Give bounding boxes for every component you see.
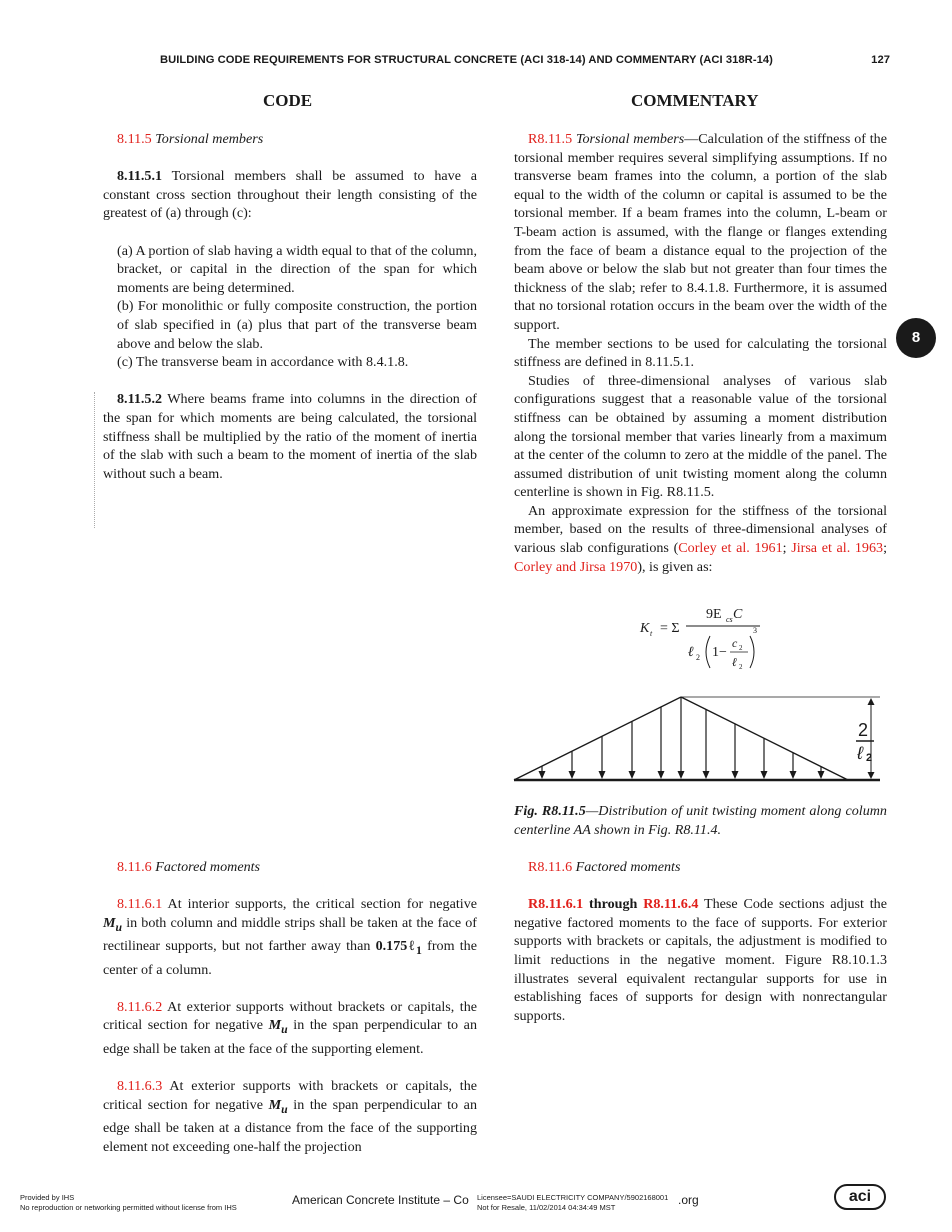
paragraph: The member sections to be used for calculating the torsional stiffness are defined in 8.11.5.1. (514, 335, 887, 371)
formula-den-l-sub: 2 (696, 653, 700, 662)
section-text: —Calculation of the stiffness of the torsional member requires several simplifying assumptions. If no transverse beam frames into the column, a portion of the slab equal to the width of the column or capital is assumed to be the torsional member. If a beam frames into the column, L-beam or T-beam action is assumed, with the flange or flanges extending from the face of beam a distance equal to the projection of the beam above or below the slab but not greater than four times the thickness of the slab; refer to 8.4.1.8. Furthermore, it is assumed that no torsional rotation occurs in the beam over the width of the support. (514, 131, 887, 333)
symbol-mu: M (268, 1017, 282, 1034)
code-heading: CODE (263, 91, 313, 110)
section-number: 8.11.6 (117, 859, 152, 875)
licensee: Licensee=SAUDI ELECTRICITY COMPANY/5902168001 (477, 1193, 669, 1202)
formula-den-l: ℓ (688, 645, 694, 660)
commentary-column-top (514, 130, 887, 576)
page-number: 127 (871, 54, 890, 66)
moment-arrow-head (629, 771, 636, 779)
figure-caption (514, 802, 887, 839)
section-number: R8.11.6.4 (643, 896, 699, 913)
footer-left (20, 1193, 237, 1213)
section-8-11-6 (103, 858, 477, 877)
margin-dots (94, 392, 96, 528)
section-number: 8.11.5.1 (117, 168, 163, 185)
paragraph-text: ), is given as: (637, 558, 713, 575)
commentary-column-bottom (514, 858, 887, 1025)
section-8-11-6-2 (103, 998, 477, 1059)
dimension-numerator: 2 (858, 720, 869, 740)
paragraph-text: An approximate expression for the stiffness of the torsional member, based on the results of three-dimensional analyses of various slab configurations ( (514, 502, 887, 557)
moment-arrow-head (818, 771, 825, 779)
commentary-r8-11-6-1 (514, 895, 887, 1025)
not-for-resale: Not for Resale, 11/02/2014 04:34:49 MST (477, 1203, 616, 1212)
moment-arrow-head (539, 771, 546, 779)
paren-left (706, 636, 710, 668)
through-word: through (589, 896, 638, 913)
section-title: Factored moments (575, 859, 681, 875)
formula-exp: 3 (753, 626, 757, 635)
section-text: in the span perpendicular to an edge shall be taken at the face of the supporting element. (103, 1017, 477, 1057)
section-number: 8.11.6.3 (117, 1077, 163, 1094)
no-reproduction: No reproduction or networking permitted without license from IHS (20, 1203, 237, 1212)
section-8-11-5-1 (103, 167, 477, 223)
moment-arrow-head (790, 771, 797, 779)
section-text: Torsional members shall be assumed to have a constant cross section throughout their length consisting of the greatest of (a) through (c): (103, 168, 477, 222)
section-number: 8.11.6.1 (117, 896, 163, 913)
symbol-value: 0.175ℓ (375, 938, 417, 955)
running-header (160, 54, 890, 66)
symbol-sub: u (115, 920, 123, 934)
moment-arrows (539, 697, 825, 779)
section-title: Torsional members (155, 131, 264, 147)
section-title: Torsional members (575, 131, 685, 147)
section-text: in the span perpendicular to an edge shall be taken at a distance from the face of the supporting element not exceeding one-half the projection (103, 1096, 477, 1155)
formula-c2: c (732, 636, 738, 650)
commentary-r8-11-6 (514, 858, 887, 877)
paragraph (514, 502, 887, 576)
moment-arrow-head (678, 771, 685, 779)
reference-link[interactable]: Corley et al. 1961 (678, 540, 783, 557)
list-item: (c) The transverse beam in accordance with 8.4.1.8. (117, 354, 409, 371)
section-8-11-6-1 (103, 895, 477, 979)
section-text: Where beams frame into columns in the direction of the span for which moments are being calculated, the torsional stiffness shall be multiplied by the ratio of the moment of inertia of the slab with such a beam to the moment of inertia of the slab without such a beam. (103, 391, 477, 482)
formula-l2-sub: 2 (739, 663, 743, 671)
paragraph: Studies of three-dimensional analyses of various slab configurations suggest that a reasonable value of the torsional stiffness can be obtained by assuming a moment distribution along the torsional member that varies linearly from a maximum at the center of the column to zero at the middle of the panel. The assumed distribution of unit twisting moment along the column centerline is shown in Fig. R8.11.5. (514, 372, 887, 501)
moment-arrow-head (732, 771, 739, 779)
symbol-sub: 1 (416, 944, 422, 957)
symbol-sub: u (281, 1102, 288, 1116)
section-text: These Code sections adjust the negative factored moments to the face of supports. For exterior supports with brackets or capitals, the adjustment is modified to limit reductions in the negative moment. Figure R8.10.1.3 illustrates several equivalent rectangular supports for use in establishing faces of supports for design with nonrectangular supports. (514, 896, 887, 1024)
moment-arrow-head (569, 771, 576, 779)
symbol-sub: u (281, 1023, 288, 1037)
formula-lhs-sub: t (650, 629, 653, 638)
reference-link[interactable]: Jirsa et al. 1963 (791, 540, 884, 557)
formula-num: 9E (706, 607, 722, 622)
section-number: R8.11.5 (528, 131, 573, 147)
moment-arrow-head (703, 771, 710, 779)
formula-num-sub: cs (726, 615, 733, 624)
list-item: (a) A portion of slab having a width equal to that of the column, bracket, or capital in the direction of the span for which moments are being determined. (117, 242, 477, 296)
separator: ; (782, 540, 792, 557)
footer-license (477, 1193, 668, 1213)
formula-eq: = Σ (660, 621, 680, 636)
separator: ; (883, 540, 887, 557)
stiffness-formula (630, 600, 780, 680)
section-number: 8.11.6.2 (117, 998, 163, 1015)
dimension-arrow-top (868, 698, 875, 705)
chapter-tab[interactable]: 8 (896, 318, 936, 358)
section-text: At interior supports, the critical section for negative (167, 896, 477, 913)
section-8-11-5-2 (103, 390, 477, 483)
commentary-r8-11-5 (514, 130, 887, 335)
dimension-denominator-sub: 2 (866, 752, 873, 764)
footer-org: .org (678, 1193, 699, 1207)
section-text: in both column and middle strips shall be taken at the face of rectilinear supports, but not farther away than (103, 914, 477, 955)
provided-by: Provided by IHS (20, 1193, 75, 1202)
symbol-mu: M (103, 914, 116, 931)
moment-arrow-head (599, 771, 606, 779)
section-text: from the center of a column. (103, 938, 477, 978)
list-item: (b) For monolithic or fully composite construction, the portion of slab specified in (a) plus that part of the transverse beam above and below the slab. (117, 298, 477, 352)
section-number: R8.11.6.1 (528, 896, 584, 913)
dimension-arrow-bottom (868, 772, 875, 779)
section-8-11-6-3 (103, 1077, 477, 1156)
header-title: BUILDING CODE REQUIREMENTS FOR STRUCTURAL CONCRETE (ACI 318-14) AND COMMENTARY (ACI 318R-14) (160, 54, 773, 66)
code-column-top (103, 130, 477, 483)
section-title: Factored moments (155, 859, 261, 875)
section-text: At exterior supports with brackets or capitals, the critical section for negative (103, 1077, 478, 1113)
twisting-moment-figure (508, 690, 892, 790)
moment-arrow-head (658, 771, 665, 779)
formula-one-minus: 1− (712, 645, 727, 660)
caption-label: Fig. R8.11.5 (514, 803, 586, 819)
footer-center: American Concrete Institute – Co (292, 1193, 469, 1207)
section-8-11-5 (103, 130, 477, 149)
paren-right (750, 636, 754, 668)
item-list (103, 242, 477, 372)
section-number: R8.11.6 (528, 859, 573, 875)
dimension-denominator: ℓ (857, 743, 863, 763)
formula-lhs: K (640, 621, 650, 636)
section-text: At exterior supports without brackets or capitals, the critical section for negative (103, 998, 477, 1034)
reference-link[interactable]: Corley and Jirsa 1970 (514, 558, 638, 575)
commentary-heading: COMMENTARY (631, 91, 759, 110)
moment-arrow-head (761, 771, 768, 779)
section-number: 8.11.5 (117, 131, 152, 147)
aci-logo[interactable]: aci (834, 1184, 886, 1210)
symbol-mu: M (268, 1096, 282, 1113)
caption-text: —Distribution of unit twisting moment along column centerline AA shown in Fig. R8.11.4. (514, 803, 887, 838)
triangle-left-edge (514, 697, 681, 780)
code-column-bottom (103, 858, 477, 1156)
formula-l2: ℓ (732, 655, 738, 669)
formula-num-c: C (733, 607, 743, 622)
section-number: 8.11.5.2 (117, 391, 163, 408)
formula-c2-sub: 2 (739, 644, 743, 652)
